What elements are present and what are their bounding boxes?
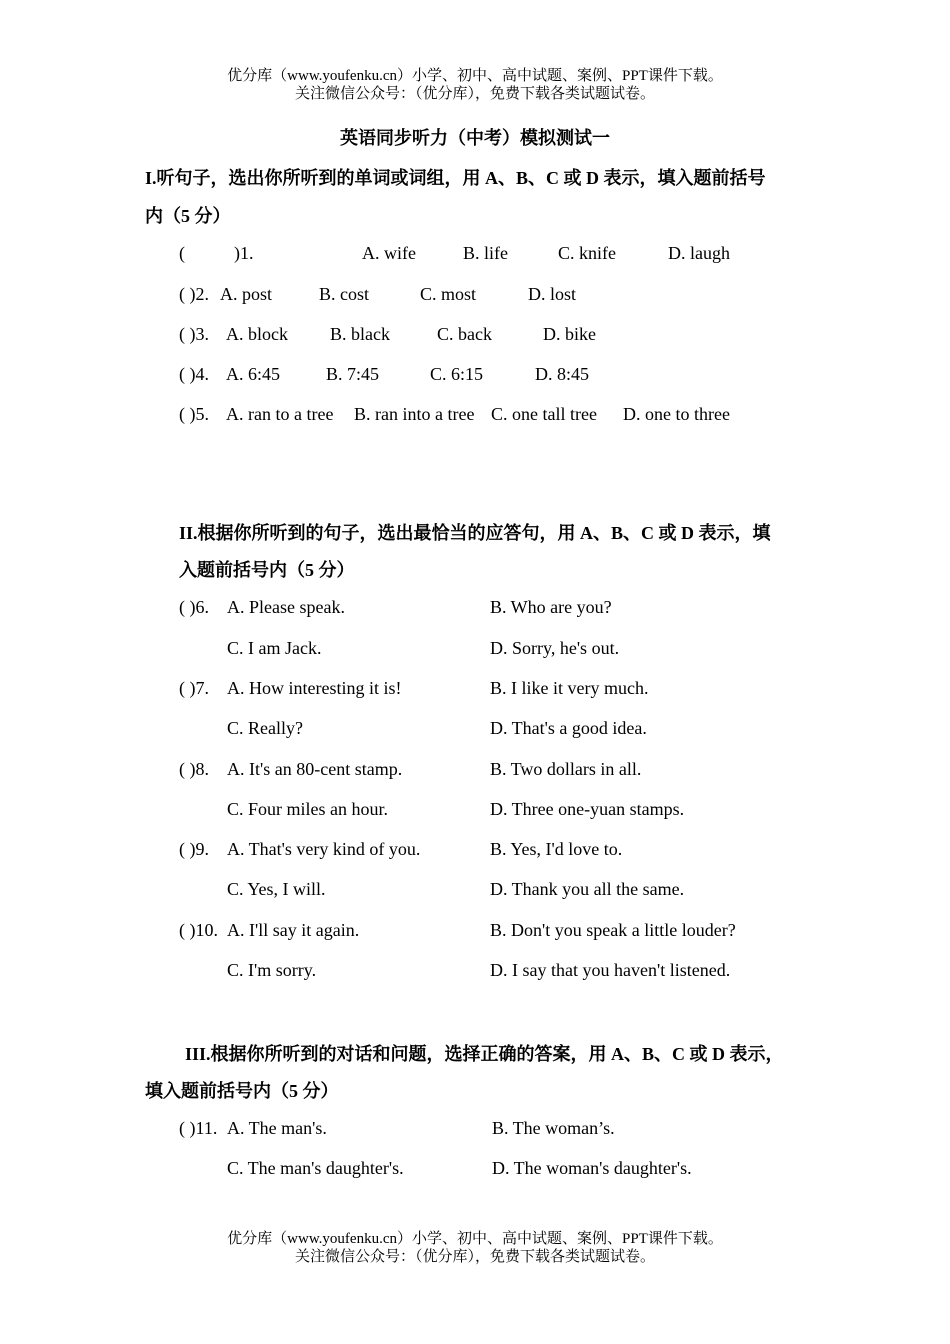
question-number: ( )4. [179, 364, 209, 384]
option-a: A. It's an 80-cent stamp. [227, 759, 403, 779]
option-d: D. one to three [623, 404, 730, 424]
section-2-heading: II.根据你所听到的句子，选出最恰当的应答句，用 A、B、C 或 D 表示，填 [179, 523, 771, 543]
option-a: A. That's very kind of you. [227, 839, 421, 859]
option-c: C. Four miles an hour. [227, 799, 388, 819]
section-1-heading-cont: 内（5 分） [145, 206, 231, 226]
option-b: B. Yes, I'd love to. [490, 839, 623, 859]
option-c: C. The man's daughter's. [227, 1158, 404, 1178]
option-c: C. Really? [227, 718, 303, 738]
option-a: A. block [226, 324, 288, 344]
option-b: B. cost [319, 284, 370, 304]
option-b: B. The woman’s. [492, 1118, 615, 1138]
answer-bracket-open: ( [179, 243, 185, 263]
section-3-heading-cont: 填入题前括号内（5 分） [145, 1081, 339, 1101]
option-d: D. Sorry, he's out. [490, 638, 620, 658]
option-d: D. Thank you all the same. [490, 879, 685, 899]
header-line-1: 优分库（www.youfenku.cn）小学、初中、高中试题、案例、PPT课件下载。 [227, 68, 723, 84]
option-a: A. ran to a tree [226, 404, 334, 424]
footer-line-2: 关注微信公众号：（优分库），免费下载各类试题试卷。 [294, 1249, 655, 1265]
option-d: D. Three one-yuan stamps. [490, 799, 685, 819]
question-number: ( )8. [179, 759, 209, 779]
footer-line-1: 优分库（www.youfenku.cn）小学、初中、高中试题、案例、PPT课件下载。 [227, 1231, 723, 1247]
section-1-heading: I.听句子，选出你所听到的单词或词组，用 A、B、C 或 D 表示，填入题前括号 [145, 168, 766, 188]
option-b: B. Two dollars in all. [490, 759, 642, 779]
option-b: B. Who are you? [490, 597, 612, 617]
page-title: 英语同步听力（中考）模拟测试一 [340, 128, 610, 148]
question-number: ( )10. [179, 920, 218, 940]
option-a: A. 6:45 [226, 364, 280, 384]
question-number: ( )6. [179, 597, 209, 617]
option-c: C. 6:15 [430, 364, 484, 384]
option-d: D. That's a good idea. [490, 718, 647, 738]
option-c: C. back [437, 324, 492, 344]
option-b: B. 7:45 [326, 364, 380, 384]
option-a: A. How interesting it is! [227, 678, 402, 698]
option-c: C. one tall tree [491, 404, 597, 424]
option-b: B. Don't you speak a little louder? [490, 920, 736, 940]
question-number: ( )2. [179, 284, 209, 304]
question-number: )1. [234, 243, 254, 263]
option-c: C. I'm sorry. [227, 960, 317, 980]
option-d: D. lost [528, 284, 577, 304]
option-c: C. knife [558, 243, 616, 263]
option-a: A. Please speak. [227, 597, 345, 617]
option-d: D. 8:45 [535, 364, 589, 384]
header-line-2: 关注微信公众号：（优分库），免费下载各类试题试卷。 [294, 86, 655, 102]
option-c: C. I am Jack. [227, 638, 322, 658]
option-a: A. post [220, 284, 273, 304]
option-a: A. The man's. [227, 1118, 327, 1138]
option-d: D. I say that you haven't listened. [490, 960, 731, 980]
option-a: A. wife [362, 243, 416, 263]
section-2-heading-cont: 入题前括号内（5 分） [179, 560, 355, 580]
option-d: D. laugh [668, 243, 730, 263]
question-number: ( )9. [179, 839, 209, 859]
question-number: ( )7. [179, 678, 209, 698]
option-d: D. The woman's daughter's. [492, 1158, 692, 1178]
option-c: C. Yes, I will. [227, 879, 326, 899]
option-c: C. most [420, 284, 477, 304]
option-b: B. life [463, 243, 508, 263]
question-number: ( )3. [179, 324, 209, 344]
option-d: D. bike [543, 324, 596, 344]
option-b: B. ran into a tree [354, 404, 475, 424]
section-3-heading: III.根据你所听到的对话和问题，选择正确的答案，用 A、B、C 或 D 表示， [185, 1044, 784, 1064]
question-number: ( )11. [179, 1118, 218, 1138]
question-number: ( )5. [179, 404, 209, 424]
option-b: B. black [330, 324, 390, 344]
option-a: A. I'll say it again. [227, 920, 360, 940]
option-b: B. I like it very much. [490, 678, 649, 698]
